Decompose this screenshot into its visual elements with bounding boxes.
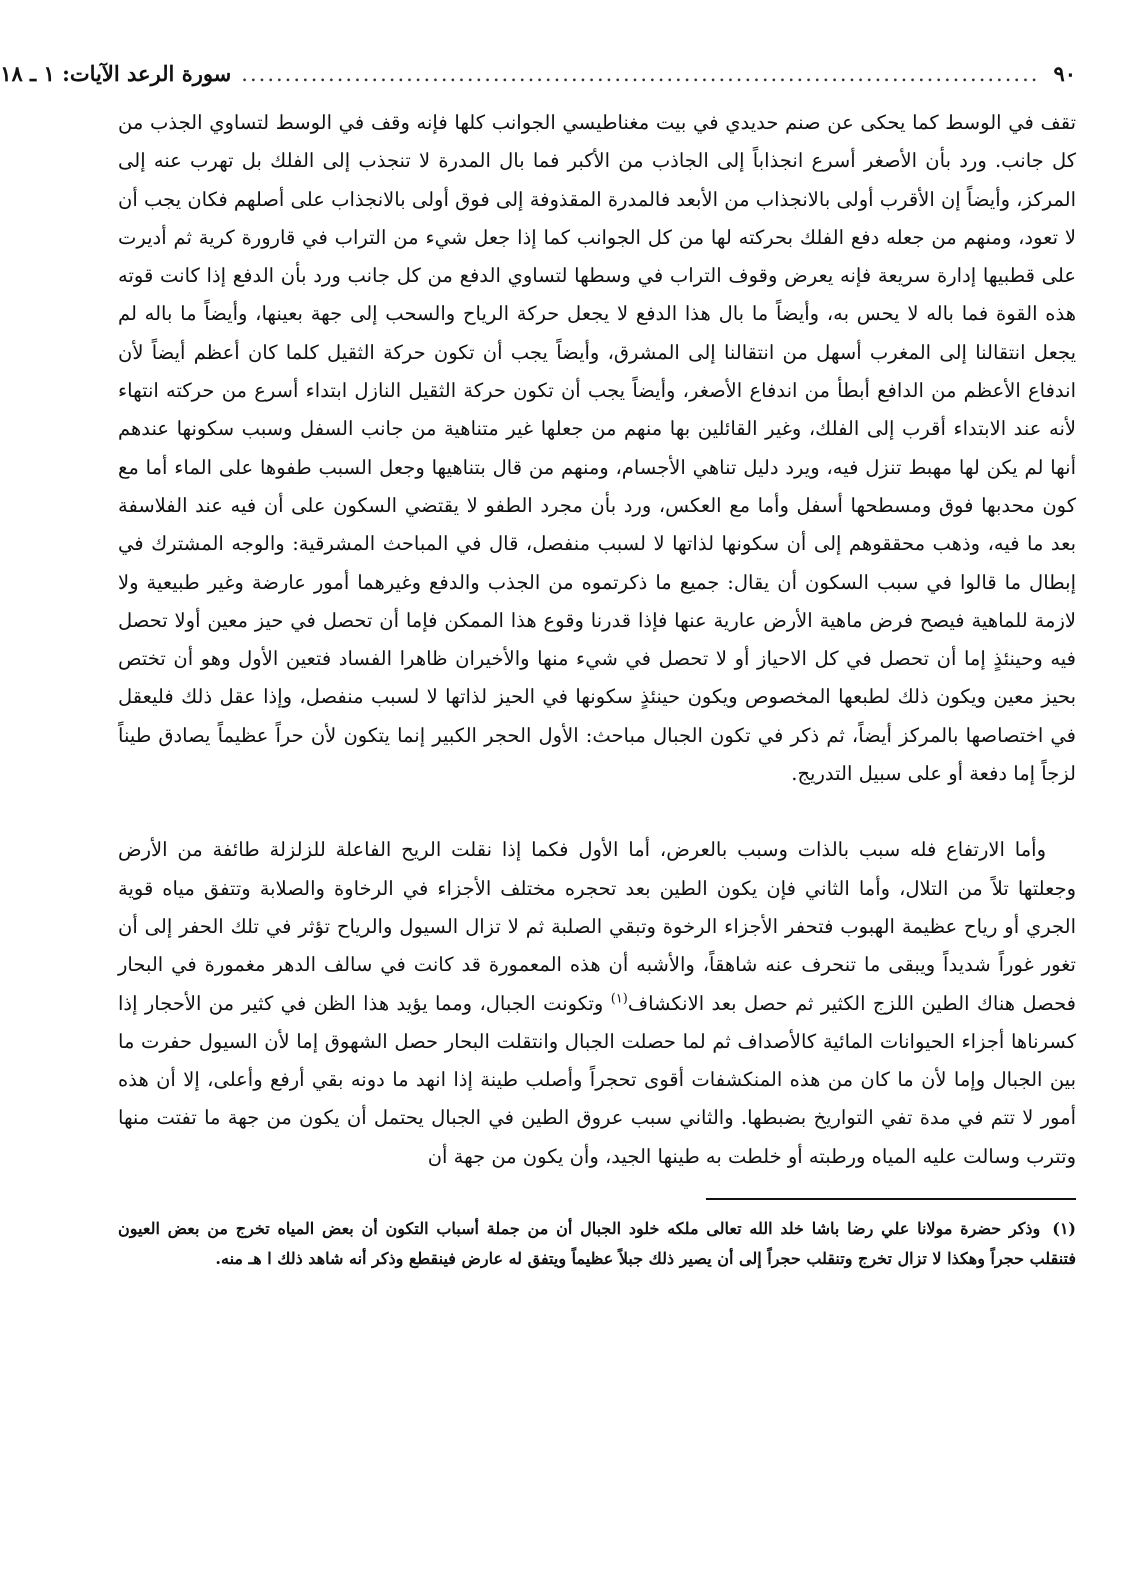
paragraph-1: تقف في الوسط كما يحكى عن صنم حديدي في بيت مغناطيسي الجوانب كلها فإنه وقف في الوسط لتساوي الجذب من كل جانب. ورد بأن الأصغر أسرع انجذاباً إلى الجاذب من الأكبر فما بال المدرة لا تنجذب إلى الفلك بل تهرب عنه إلى المركز، وأيضاً إن الأقرب أولى بالانجذاب من الأبعد فالمدرة المقذوفة إلى فوق أولى بالانجذاب على أصلهم فكان يجب أن لا تعود، ومنهم من جعله دفع الفلك بحركته لها من كل الجوانب كما إذا جعل شيء من التراب في قارورة كرية ثم أديرت على قطبيها إدارة سريعة فإنه يعرض وقوف التراب في وسطها لتساوي الدفع من كل جانب ورد بأن الدفع إذا كانت قوته هذه القوة فما باله لا يحس به، وأيضاً ما بال هذا الدفع لا يجعل حركة الرياح والسحب إلى جهة بعينها، وأيضاً ما باله لم يجعل انتقالنا إلى المغرب أسهل من انتقالنا إلى المشرق، وأيضاً يجب أن تكون حركة الثقيل كلما كان أعظم أيضاً لأن اندفاع الأعظم من الدافع أبطأ من اندفاع الأصغر، وأيضاً يجب أن تكون حركة الثقيل النازل ابتداء أسرع من حركته انتهاء لأنه عند الابتداء أقرب إلى الفلك، وغير القائلين بها منهم من جعلها غير متناهية من جانب السفل وسبب سكونها عندهم أنها لم يكن لها مهبط تنزل فيه، ويرد دليل تناهي الأجسام، ومنهم من قال بتناهيها وجعل السبب طفوها على الماء أما مع كون محدبها فوق ومسطحها أسفل وأما مع العكس، ورد بأن مجرد الطفو لا يقتضي السكون على أن فيه عند الفلاسفة بعد ما فيه، وذهب محققوهم إلى أن سكونها لذاتها لا لسبب منفصل، قال في المباحث المشرقية: والوجه المشترك في إبطال ما قالوا في سبب السكون أن يقال: جميع ما ذكرتموه من الجذب والدفع وغيرهما أمور عارضة وغير طبيعية ولا لازمة للماهية فيصح فرض ماهية الأرض عارية عنها فإذا قدرنا وقوع هذا الممكن فإما أن تحصل في حيز معين أولا تحصل فيه وحينئذٍ إما أن تحصل في كل الاحياز أو لا تحصل في شيء منها والأخيران ظاهرا الفساد فتعين الأول وهو أن تختص بحيز معين ويكون ذلك لطبعها المخصوص ويكون حينئذٍ سكونها في الحيز لذاتها لا لسبب منفصل، وإذا عقل ذلك فليعقل في اختصاصها بالمركز أيضاً، ثم ذكر في تكون الجبال مباحث: الأول الحجر الكبير إنما يتكون لأن حراً عظيماً يصادق طيناً لزجاً إما دفعة أو على سبيل التدريج. xyxy=(118,111,1076,786)
paragraph-2-part-1: وأما الارتفاع فله سبب بالذات وسبب بالعرض، أما الأول فكما إذا نقلت الريح الفاعلة للزلزلة طائفة من الأرض وجعلتها تلاً من التلال، وأما الثاني فإن يكون الطين بعد تحجره مختلف الأجزاء في الرخاوة والصلابة وتتفق مياه قوية الجري أو رياح عظيمة الهبوب فتحفر الأجزاء الرخوة وتبقي الصلبة ثم لا تزال السيول والرياح تؤثر في تلك الحفر إلى أن تغور غوراً شديداً ويبقى ما تنحرف عنه شاهقاً، والأشبه أن هذه المعمورة قد كانت في سالف الدهر مغمورة في البحار فحصل هناك الطين اللزج الكثير ثم حصل بعد الانكشاف xyxy=(118,838,1077,1015)
footnote xyxy=(118,1214,1076,1274)
footnote-divider xyxy=(706,1198,1076,1200)
running-head xyxy=(0,56,1076,96)
body-text xyxy=(118,104,1076,1176)
page xyxy=(0,56,1077,1274)
paragraph-2-part-2: وتكونت الجبال، ومما يؤيد هذا الظن في كثير من الأحجار إذا كسرناها أجزاء الحيوانات المائية كالأصداف ثم لما حصلت الجبال وانتقلت البحار حصل الشهوق إما لأن السيول حفرت ما بين الجبال وإما لأن ما كان من هذه المنكشفات أقوى تحجراً وأصلب طينة إذا انهد ما دونه بقي أرفع وأعلى، إلا أن هذه أمور لا تتم في مدة تفي التواريخ بضبطها. والثاني سبب عروق الطين في الجبال يحتمل أن يكون من جهة ما تفتت منها وتترب وسالت عليه المياه ورطبته أو خلطت به طينها الجيد، وأن يكون من جهة أن xyxy=(118,991,1076,1168)
footnote-reference[interactable]: (١) xyxy=(610,991,628,1007)
page-number: ٩٠ xyxy=(1053,61,1076,86)
paragraph-2 xyxy=(118,831,1076,1176)
footnote-text: وذكر حضرة مولانا علي رضا باشا خلد الله تعالى ملكه خلود الجبال أن من جملة أسباب التكون أن بعض المياه تخرج من بعض العيون فتنقلب حجراً وهكذا لا تزال تخرج وتنقلب حجراً إلى أن يصير ذلك جبلاً عظيماً ويتفق له عارض فينقطع وذكر أنه شاهد ذلك ا هـ منه. xyxy=(118,1219,1076,1269)
footnote-number: (١) xyxy=(1052,1219,1076,1239)
leader-dots: ............................................................................................ xyxy=(241,62,1040,86)
surah-title: سورة الرعد الآيات: ١ ـ ١٨ xyxy=(0,61,232,86)
